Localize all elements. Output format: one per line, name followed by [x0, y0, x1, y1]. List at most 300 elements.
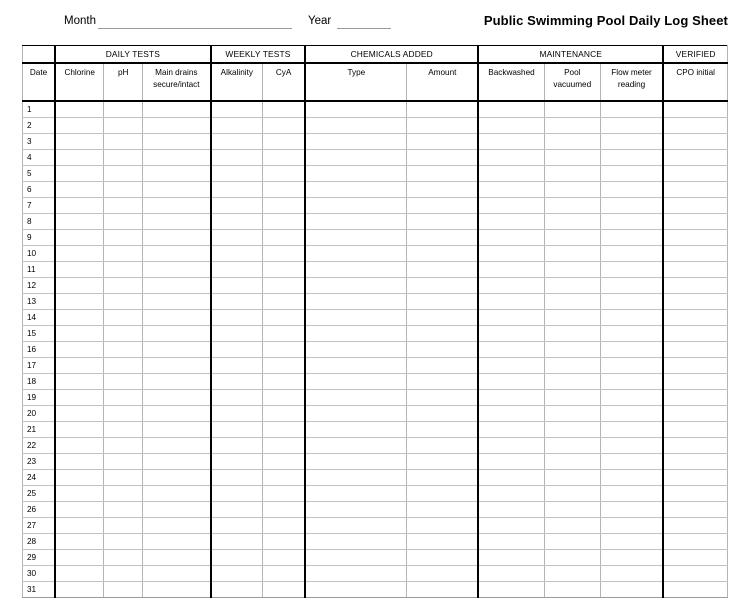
entry-cell[interactable] [104, 486, 143, 502]
entry-cell[interactable] [104, 534, 143, 550]
entry-cell[interactable] [407, 390, 478, 406]
entry-cell[interactable] [544, 246, 600, 262]
entry-cell[interactable] [143, 310, 211, 326]
entry-cell[interactable] [305, 518, 407, 534]
entry-cell[interactable] [600, 150, 663, 166]
entry-cell[interactable] [211, 550, 263, 566]
entry-cell[interactable] [663, 486, 727, 502]
entry-cell[interactable] [600, 566, 663, 582]
entry-cell[interactable] [407, 278, 478, 294]
entry-cell[interactable] [104, 326, 143, 342]
entry-cell[interactable] [143, 438, 211, 454]
entry-cell[interactable] [600, 230, 663, 246]
entry-cell[interactable] [663, 166, 727, 182]
entry-cell[interactable] [263, 246, 306, 262]
entry-cell[interactable] [211, 150, 263, 166]
entry-cell[interactable] [55, 374, 104, 390]
entry-cell[interactable] [544, 406, 600, 422]
entry-cell[interactable] [305, 101, 407, 118]
entry-cell[interactable] [478, 502, 544, 518]
entry-cell[interactable] [478, 454, 544, 470]
entry-cell[interactable] [211, 502, 263, 518]
entry-cell[interactable] [143, 294, 211, 310]
entry-cell[interactable] [55, 246, 104, 262]
entry-cell[interactable] [55, 278, 104, 294]
entry-cell[interactable] [263, 262, 306, 278]
entry-cell[interactable] [55, 550, 104, 566]
entry-cell[interactable] [305, 486, 407, 502]
entry-cell[interactable] [663, 230, 727, 246]
entry-cell[interactable] [600, 166, 663, 182]
entry-cell[interactable] [55, 262, 104, 278]
entry-cell[interactable] [143, 454, 211, 470]
entry-cell[interactable] [600, 182, 663, 198]
entry-cell[interactable] [104, 422, 143, 438]
entry-cell[interactable] [104, 214, 143, 230]
entry-cell[interactable] [143, 422, 211, 438]
entry-cell[interactable] [143, 166, 211, 182]
entry-cell[interactable] [663, 182, 727, 198]
entry-cell[interactable] [211, 294, 263, 310]
entry-cell[interactable] [143, 198, 211, 214]
entry-cell[interactable] [263, 582, 306, 598]
entry-cell[interactable] [544, 182, 600, 198]
entry-cell[interactable] [305, 534, 407, 550]
entry-cell[interactable] [104, 454, 143, 470]
entry-cell[interactable] [544, 438, 600, 454]
entry-cell[interactable] [407, 454, 478, 470]
entry-cell[interactable] [663, 101, 727, 118]
entry-cell[interactable] [211, 534, 263, 550]
entry-cell[interactable] [55, 118, 104, 134]
entry-cell[interactable] [663, 406, 727, 422]
entry-cell[interactable] [600, 422, 663, 438]
entry-cell[interactable] [143, 150, 211, 166]
entry-cell[interactable] [55, 518, 104, 534]
entry-cell[interactable] [407, 438, 478, 454]
entry-cell[interactable] [211, 198, 263, 214]
entry-cell[interactable] [600, 246, 663, 262]
entry-cell[interactable] [600, 358, 663, 374]
entry-cell[interactable] [407, 150, 478, 166]
entry-cell[interactable] [143, 182, 211, 198]
entry-cell[interactable] [263, 310, 306, 326]
entry-cell[interactable] [600, 118, 663, 134]
entry-cell[interactable] [104, 310, 143, 326]
entry-cell[interactable] [143, 406, 211, 422]
entry-cell[interactable] [55, 534, 104, 550]
entry-cell[interactable] [104, 166, 143, 182]
entry-cell[interactable] [143, 486, 211, 502]
entry-cell[interactable] [600, 534, 663, 550]
entry-cell[interactable] [305, 438, 407, 454]
entry-cell[interactable] [263, 422, 306, 438]
entry-cell[interactable] [143, 470, 211, 486]
entry-cell[interactable] [143, 582, 211, 598]
entry-cell[interactable] [263, 182, 306, 198]
entry-cell[interactable] [305, 342, 407, 358]
entry-cell[interactable] [600, 502, 663, 518]
entry-cell[interactable] [407, 294, 478, 310]
entry-cell[interactable] [211, 390, 263, 406]
entry-cell[interactable] [478, 294, 544, 310]
entry-cell[interactable] [407, 101, 478, 118]
entry-cell[interactable] [478, 534, 544, 550]
entry-cell[interactable] [263, 166, 306, 182]
entry-cell[interactable] [478, 342, 544, 358]
entry-cell[interactable] [478, 566, 544, 582]
entry-cell[interactable] [305, 278, 407, 294]
entry-cell[interactable] [600, 486, 663, 502]
entry-cell[interactable] [478, 101, 544, 118]
entry-cell[interactable] [544, 230, 600, 246]
entry-cell[interactable] [663, 278, 727, 294]
entry-cell[interactable] [263, 101, 306, 118]
entry-cell[interactable] [263, 278, 306, 294]
entry-cell[interactable] [211, 101, 263, 118]
entry-cell[interactable] [211, 326, 263, 342]
entry-cell[interactable] [211, 182, 263, 198]
entry-cell[interactable] [305, 310, 407, 326]
entry-cell[interactable] [544, 166, 600, 182]
entry-cell[interactable] [407, 374, 478, 390]
entry-cell[interactable] [55, 214, 104, 230]
entry-cell[interactable] [478, 246, 544, 262]
entry-cell[interactable] [211, 566, 263, 582]
entry-cell[interactable] [544, 390, 600, 406]
entry-cell[interactable] [143, 118, 211, 134]
entry-cell[interactable] [478, 438, 544, 454]
entry-cell[interactable] [263, 502, 306, 518]
entry-cell[interactable] [211, 422, 263, 438]
entry-cell[interactable] [211, 246, 263, 262]
entry-cell[interactable] [263, 470, 306, 486]
entry-cell[interactable] [211, 262, 263, 278]
entry-cell[interactable] [544, 566, 600, 582]
entry-cell[interactable] [143, 374, 211, 390]
entry-cell[interactable] [544, 358, 600, 374]
entry-cell[interactable] [478, 118, 544, 134]
entry-cell[interactable] [544, 550, 600, 566]
entry-cell[interactable] [143, 358, 211, 374]
entry-cell[interactable] [663, 310, 727, 326]
entry-cell[interactable] [104, 294, 143, 310]
entry-cell[interactable] [407, 518, 478, 534]
entry-cell[interactable] [143, 390, 211, 406]
entry-cell[interactable] [478, 518, 544, 534]
entry-cell[interactable] [211, 358, 263, 374]
entry-cell[interactable] [407, 166, 478, 182]
entry-cell[interactable] [663, 454, 727, 470]
entry-cell[interactable] [104, 101, 143, 118]
entry-cell[interactable] [663, 374, 727, 390]
entry-cell[interactable] [55, 294, 104, 310]
entry-cell[interactable] [407, 182, 478, 198]
entry-cell[interactable] [663, 342, 727, 358]
entry-cell[interactable] [263, 134, 306, 150]
entry-cell[interactable] [544, 342, 600, 358]
entry-cell[interactable] [407, 358, 478, 374]
entry-cell[interactable] [663, 470, 727, 486]
entry-cell[interactable] [211, 134, 263, 150]
entry-cell[interactable] [305, 390, 407, 406]
entry-cell[interactable] [263, 374, 306, 390]
entry-cell[interactable] [305, 182, 407, 198]
entry-cell[interactable] [263, 214, 306, 230]
entry-cell[interactable] [600, 390, 663, 406]
entry-cell[interactable] [104, 582, 143, 598]
entry-cell[interactable] [663, 118, 727, 134]
entry-cell[interactable] [305, 374, 407, 390]
entry-cell[interactable] [544, 486, 600, 502]
entry-cell[interactable] [211, 166, 263, 182]
entry-cell[interactable] [600, 262, 663, 278]
entry-cell[interactable] [407, 118, 478, 134]
entry-cell[interactable] [407, 198, 478, 214]
entry-cell[interactable] [407, 422, 478, 438]
entry-cell[interactable] [600, 550, 663, 566]
entry-cell[interactable] [263, 326, 306, 342]
entry-cell[interactable] [305, 406, 407, 422]
entry-cell[interactable] [663, 566, 727, 582]
entry-cell[interactable] [104, 470, 143, 486]
entry-cell[interactable] [104, 550, 143, 566]
entry-cell[interactable] [600, 134, 663, 150]
entry-cell[interactable] [600, 582, 663, 598]
entry-cell[interactable] [211, 118, 263, 134]
entry-cell[interactable] [478, 214, 544, 230]
entry-cell[interactable] [55, 566, 104, 582]
entry-cell[interactable] [663, 358, 727, 374]
entry-cell[interactable] [663, 550, 727, 566]
entry-cell[interactable] [263, 150, 306, 166]
entry-cell[interactable] [305, 230, 407, 246]
entry-cell[interactable] [478, 278, 544, 294]
entry-cell[interactable] [478, 310, 544, 326]
entry-cell[interactable] [263, 454, 306, 470]
entry-cell[interactable] [663, 246, 727, 262]
entry-cell[interactable] [305, 502, 407, 518]
entry-cell[interactable] [55, 150, 104, 166]
entry-cell[interactable] [104, 262, 143, 278]
entry-cell[interactable] [478, 262, 544, 278]
entry-cell[interactable] [478, 182, 544, 198]
entry-cell[interactable] [55, 101, 104, 118]
entry-cell[interactable] [263, 230, 306, 246]
entry-cell[interactable] [143, 326, 211, 342]
entry-cell[interactable] [663, 534, 727, 550]
entry-cell[interactable] [544, 310, 600, 326]
entry-cell[interactable] [143, 534, 211, 550]
entry-cell[interactable] [544, 150, 600, 166]
entry-cell[interactable] [663, 390, 727, 406]
entry-cell[interactable] [263, 342, 306, 358]
entry-cell[interactable] [663, 422, 727, 438]
entry-cell[interactable] [263, 438, 306, 454]
entry-cell[interactable] [143, 278, 211, 294]
entry-cell[interactable] [544, 518, 600, 534]
entry-cell[interactable] [143, 214, 211, 230]
entry-cell[interactable] [663, 134, 727, 150]
entry-cell[interactable] [211, 518, 263, 534]
entry-cell[interactable] [211, 438, 263, 454]
entry-cell[interactable] [211, 214, 263, 230]
entry-cell[interactable] [143, 566, 211, 582]
entry-cell[interactable] [663, 326, 727, 342]
entry-cell[interactable] [407, 550, 478, 566]
entry-cell[interactable] [305, 454, 407, 470]
entry-cell[interactable] [407, 214, 478, 230]
entry-cell[interactable] [663, 150, 727, 166]
entry-cell[interactable] [544, 582, 600, 598]
entry-cell[interactable] [407, 582, 478, 598]
entry-cell[interactable] [55, 470, 104, 486]
entry-cell[interactable] [305, 166, 407, 182]
entry-cell[interactable] [263, 534, 306, 550]
entry-cell[interactable] [478, 230, 544, 246]
entry-cell[interactable] [544, 454, 600, 470]
entry-cell[interactable] [600, 278, 663, 294]
month-input-rule[interactable] [98, 28, 292, 29]
entry-cell[interactable] [211, 486, 263, 502]
entry-cell[interactable] [544, 294, 600, 310]
entry-cell[interactable] [104, 518, 143, 534]
entry-cell[interactable] [104, 374, 143, 390]
entry-cell[interactable] [143, 518, 211, 534]
entry-cell[interactable] [600, 310, 663, 326]
entry-cell[interactable] [55, 502, 104, 518]
entry-cell[interactable] [104, 358, 143, 374]
entry-cell[interactable] [263, 198, 306, 214]
entry-cell[interactable] [663, 198, 727, 214]
entry-cell[interactable] [263, 406, 306, 422]
entry-cell[interactable] [544, 198, 600, 214]
entry-cell[interactable] [211, 230, 263, 246]
entry-cell[interactable] [55, 454, 104, 470]
entry-cell[interactable] [600, 214, 663, 230]
entry-cell[interactable] [478, 406, 544, 422]
entry-cell[interactable] [305, 566, 407, 582]
entry-cell[interactable] [478, 166, 544, 182]
entry-cell[interactable] [407, 230, 478, 246]
entry-cell[interactable] [544, 470, 600, 486]
entry-cell[interactable] [544, 502, 600, 518]
entry-cell[interactable] [544, 101, 600, 118]
entry-cell[interactable] [55, 134, 104, 150]
entry-cell[interactable] [104, 342, 143, 358]
entry-cell[interactable] [407, 502, 478, 518]
entry-cell[interactable] [55, 390, 104, 406]
entry-cell[interactable] [55, 358, 104, 374]
entry-cell[interactable] [478, 374, 544, 390]
entry-cell[interactable] [104, 566, 143, 582]
entry-cell[interactable] [544, 262, 600, 278]
entry-cell[interactable] [478, 550, 544, 566]
entry-cell[interactable] [143, 101, 211, 118]
entry-cell[interactable] [600, 101, 663, 118]
entry-cell[interactable] [478, 198, 544, 214]
entry-cell[interactable] [663, 438, 727, 454]
entry-cell[interactable] [407, 326, 478, 342]
entry-cell[interactable] [407, 534, 478, 550]
entry-cell[interactable] [407, 486, 478, 502]
entry-cell[interactable] [478, 470, 544, 486]
entry-cell[interactable] [600, 406, 663, 422]
entry-cell[interactable] [305, 294, 407, 310]
entry-cell[interactable] [211, 278, 263, 294]
entry-cell[interactable] [211, 406, 263, 422]
entry-cell[interactable] [55, 486, 104, 502]
entry-cell[interactable] [104, 278, 143, 294]
entry-cell[interactable] [263, 294, 306, 310]
entry-cell[interactable] [478, 486, 544, 502]
entry-cell[interactable] [478, 582, 544, 598]
entry-cell[interactable] [55, 342, 104, 358]
entry-cell[interactable] [600, 342, 663, 358]
entry-cell[interactable] [211, 454, 263, 470]
entry-cell[interactable] [305, 326, 407, 342]
entry-cell[interactable] [544, 278, 600, 294]
entry-cell[interactable] [143, 550, 211, 566]
entry-cell[interactable] [104, 134, 143, 150]
entry-cell[interactable] [544, 118, 600, 134]
entry-cell[interactable] [478, 422, 544, 438]
entry-cell[interactable] [104, 390, 143, 406]
entry-cell[interactable] [600, 518, 663, 534]
entry-cell[interactable] [407, 566, 478, 582]
entry-cell[interactable] [407, 134, 478, 150]
entry-cell[interactable] [104, 246, 143, 262]
entry-cell[interactable] [407, 342, 478, 358]
entry-cell[interactable] [600, 454, 663, 470]
entry-cell[interactable] [305, 582, 407, 598]
entry-cell[interactable] [478, 134, 544, 150]
entry-cell[interactable] [544, 214, 600, 230]
entry-cell[interactable] [600, 374, 663, 390]
entry-cell[interactable] [407, 470, 478, 486]
entry-cell[interactable] [663, 214, 727, 230]
entry-cell[interactable] [263, 118, 306, 134]
entry-cell[interactable] [544, 134, 600, 150]
entry-cell[interactable] [55, 230, 104, 246]
entry-cell[interactable] [263, 486, 306, 502]
entry-cell[interactable] [211, 342, 263, 358]
entry-cell[interactable] [211, 470, 263, 486]
entry-cell[interactable] [663, 294, 727, 310]
entry-cell[interactable] [143, 262, 211, 278]
entry-cell[interactable] [305, 470, 407, 486]
entry-cell[interactable] [104, 150, 143, 166]
entry-cell[interactable] [663, 518, 727, 534]
entry-cell[interactable] [55, 198, 104, 214]
entry-cell[interactable] [104, 502, 143, 518]
entry-cell[interactable] [663, 582, 727, 598]
entry-cell[interactable] [600, 198, 663, 214]
entry-cell[interactable] [305, 358, 407, 374]
entry-cell[interactable] [600, 470, 663, 486]
entry-cell[interactable] [143, 342, 211, 358]
entry-cell[interactable] [104, 118, 143, 134]
entry-cell[interactable] [305, 198, 407, 214]
entry-cell[interactable] [544, 422, 600, 438]
entry-cell[interactable] [104, 230, 143, 246]
entry-cell[interactable] [211, 582, 263, 598]
entry-cell[interactable] [55, 406, 104, 422]
entry-cell[interactable] [263, 550, 306, 566]
entry-cell[interactable] [305, 550, 407, 566]
entry-cell[interactable] [478, 358, 544, 374]
entry-cell[interactable] [211, 310, 263, 326]
